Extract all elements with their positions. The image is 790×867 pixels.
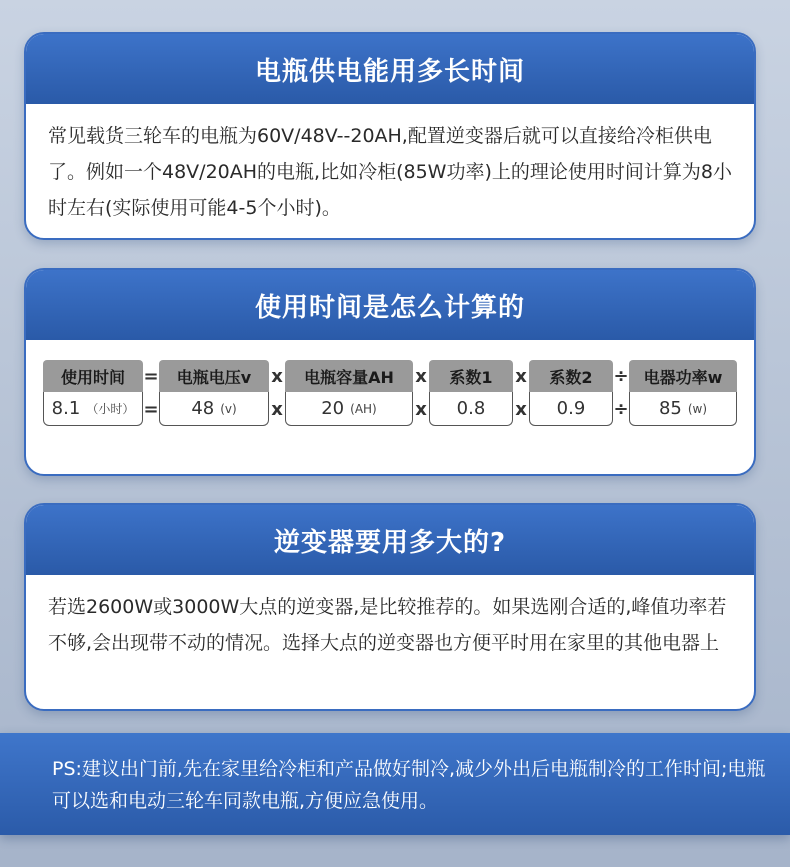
formula-term-factor2 — [529, 360, 613, 426]
calculation-card — [24, 268, 756, 476]
formula-operator: x x — [271, 366, 283, 420]
formula-term-power — [629, 360, 737, 426]
formula-term-value: 85 (w) — [629, 392, 737, 426]
formula-term-value: 48 (v) — [159, 392, 269, 426]
formula-term-voltage — [159, 360, 269, 426]
calculation-title: 使用时间是怎么计算的 — [26, 270, 754, 340]
formula-operator: x x — [515, 366, 527, 420]
battery-runtime-card — [24, 32, 756, 240]
formula-operator: ÷ ÷ — [613, 366, 629, 420]
formula-term-value: 8.1 （小时） — [43, 392, 143, 426]
formula-operator: = = — [143, 366, 159, 420]
formula-term-capacity — [285, 360, 413, 426]
formula-term-value: 20 (AH) — [285, 392, 413, 426]
formula-operator: x x — [415, 366, 427, 420]
formula-term-factor1 — [429, 360, 513, 426]
battery-runtime-text: 常见载货三轮车的电瓶为60V/48V--20AH,配置逆变器后就可以直接给冷柜供电了。例如一个48V/20AH的电瓶,比如冷柜(85W功率)上的理论使用时间计算为8小时左右(实际使用可能4-5个小时)。 — [48, 125, 732, 219]
inverter-card — [24, 503, 756, 711]
formula-term-value: 0.9 — [529, 392, 613, 426]
formula-term-label: 系数2 — [529, 360, 613, 392]
inverter-title: 逆变器要用多大的? — [26, 505, 754, 575]
formula-term-value: 0.8 — [429, 392, 513, 426]
formula-term-runtime — [43, 360, 143, 426]
formula-term-label: 电瓶容量AH — [285, 360, 413, 392]
runtime-formula — [26, 340, 754, 426]
formula-term-label: 电瓶电压v — [159, 360, 269, 392]
ps-note: PS:建议出门前,先在家里给冷柜和产品做好制冷,减少外出后电瓶制冷的工作时间;电瓶可以选和电动三轮车同款电瓶,方便应急使用。 — [0, 733, 790, 835]
battery-runtime-title: 电瓶供电能用多长时间 — [26, 34, 754, 104]
inverter-text: 若选2600W或3000W大点的逆变器,是比较推荐的。如果选刚合适的,峰值功率若不够,会出现带不动的情况。选择大点的逆变器也方便平时用在家里的其他电器上 — [48, 596, 727, 654]
formula-term-label: 系数1 — [429, 360, 513, 392]
formula-term-label: 电器功率w — [629, 360, 737, 392]
formula-term-label: 使用时间 — [43, 360, 143, 392]
